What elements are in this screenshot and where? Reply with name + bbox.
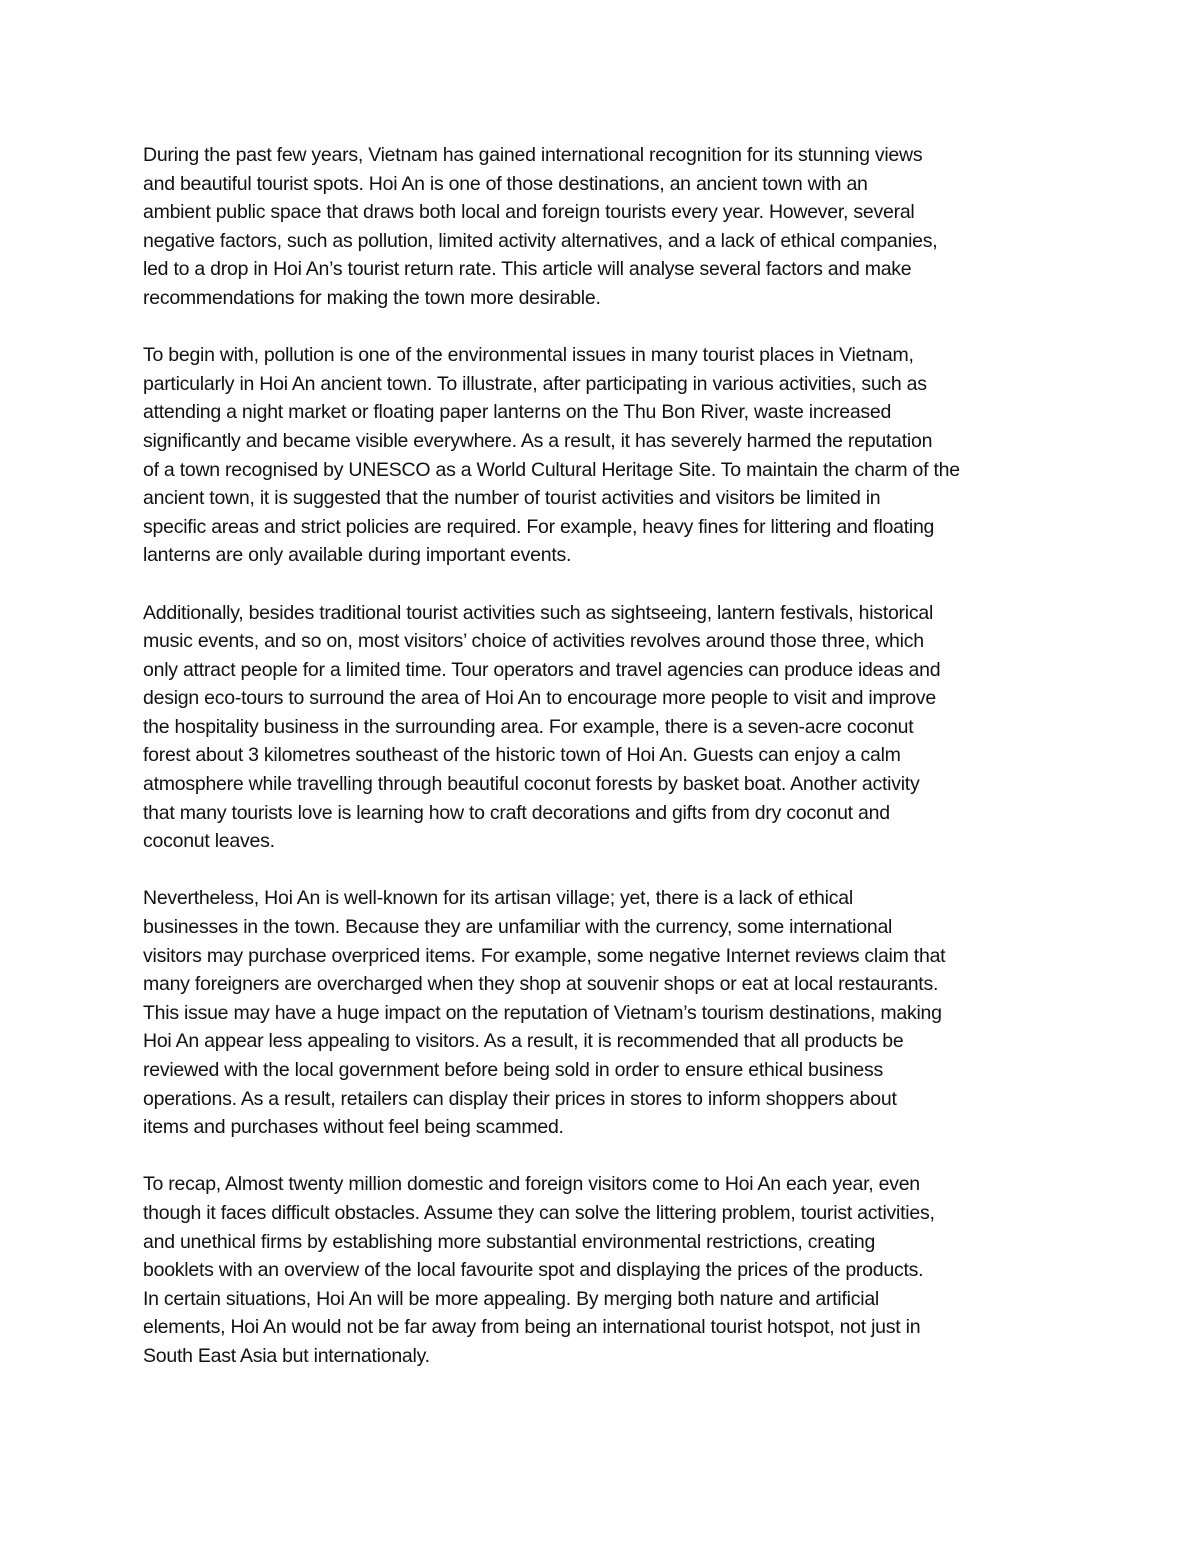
text-line: To recap, Almost twenty million domestic and foreign visitors come to Hoi An each year, even	[143, 1173, 920, 1196]
paragraph-activities	[143, 599, 1073, 856]
text-line: This issue may have a huge impact on the reputation of Vietnam’s tourism destinations, making	[143, 1001, 942, 1024]
text-line: design eco-tours to surround the area of Hoi An to encourage more people to visit and improve	[143, 687, 936, 710]
text-line: significantly and became visible everywhere. As a result, it has severely harmed the reputation	[143, 429, 933, 452]
text-line: elements, Hoi An would not be far away from being an international tourist hotspot, not just in	[143, 1316, 921, 1339]
paragraph-conclusion	[143, 1170, 1073, 1370]
document-body	[143, 141, 1073, 1399]
text-line: recommendations for making the town more desirable.	[143, 286, 601, 309]
text-line: though it faces difficult obstacles. Assume they can solve the littering problem, tourist activities,	[143, 1201, 935, 1224]
text-line: Nevertheless, Hoi An is well-known for its artisan village; yet, there is a lack of ethical	[143, 887, 853, 910]
text-line: coconut leaves.	[143, 830, 275, 853]
text-line: reviewed with the local government before being sold in order to ensure ethical business	[143, 1059, 884, 1081]
text-line: Additionally, besides traditional tourist activities such as sightseeing, lantern festivals, historical	[143, 601, 934, 624]
text-line: atmosphere while travelling through beautiful coconut forests by basket boat. Another activity	[143, 773, 920, 796]
text-line: businesses in the town. Because they are unfamiliar with the currency, some international	[143, 916, 893, 939]
text-line: In certain situations, Hoi An will be more appealing. By merging both nature and artificial	[143, 1287, 879, 1310]
text-line: visitors may purchase overpriced items. For example, some negative Internet reviews claim that	[143, 944, 946, 967]
text-line: lanterns are only available during important events.	[143, 544, 572, 567]
text-line: To begin with, pollution is one of the environmental issues in many tourist places in Vietnam,	[143, 344, 914, 367]
text-line: attending a night market or floating paper lanterns on the Thu Bon River, waste increased	[143, 401, 892, 424]
text-line: of a town recognised by UNESCO as a World Cultural Heritage Site. To maintain the charm of the	[143, 458, 960, 481]
text-line: During the past few years, Vietnam has gained international recognition for its stunning views	[143, 144, 923, 166]
paragraph-ethical-business	[143, 884, 1073, 1141]
text-line: booklets with an overview of the local favourite spot and displaying the prices of the products.	[143, 1259, 924, 1282]
text-line: ambient public space that draws both local and foreign tourists every year. However, several	[143, 201, 915, 224]
text-line: negative factors, such as pollution, limited activity alternatives, and a lack of ethical companies,	[143, 229, 938, 252]
text-line: items and purchases without feel being scammed.	[143, 1116, 564, 1139]
text-line: led to a drop in Hoi An’s tourist return rate. This article will analyse several factors and make	[143, 258, 912, 281]
text-line: specific areas and strict policies are required. For example, heavy fines for littering and floating	[143, 515, 935, 538]
text-line: many foreigners are overcharged when they shop at souvenir shops or eat at local restaurants.	[143, 973, 939, 996]
text-line: only attract people for a limited time. Tour operators and travel agencies can produce ideas and	[143, 658, 941, 681]
text-line: forest about 3 kilometres southeast of the historic town of Hoi An. Guests can enjoy a calm	[143, 744, 901, 767]
text-line: and unethical firms by establishing more substantial environmental restrictions, creating	[143, 1230, 876, 1253]
paragraph-introduction	[143, 141, 1073, 313]
text-line: that many tourists love is learning how to craft decorations and gifts from dry coconut and	[143, 801, 890, 824]
text-line: particularly in Hoi An ancient town. To illustrate, after participating in various activities, such as	[143, 372, 927, 395]
text-line: music events, and so on, most visitors’ choice of activities revolves around those three, which	[143, 630, 924, 653]
text-line: and beautiful tourist spots. Hoi An is one of those destinations, an ancient town with an	[143, 172, 868, 195]
text-line: ancient town, it is suggested that the number of tourist activities and visitors be limited in	[143, 487, 881, 510]
text-line: South East Asia but internationaly.	[143, 1344, 430, 1367]
text-line: the hospitality business in the surrounding area. For example, there is a seven-acre coconut	[143, 715, 914, 738]
text-line: Hoi An appear less appealing to visitors. As a result, it is recommended that all products be	[143, 1030, 904, 1053]
paragraph-pollution	[143, 341, 1073, 570]
text-line: operations. As a result, retailers can display their prices in stores to inform shoppers about	[143, 1087, 897, 1110]
